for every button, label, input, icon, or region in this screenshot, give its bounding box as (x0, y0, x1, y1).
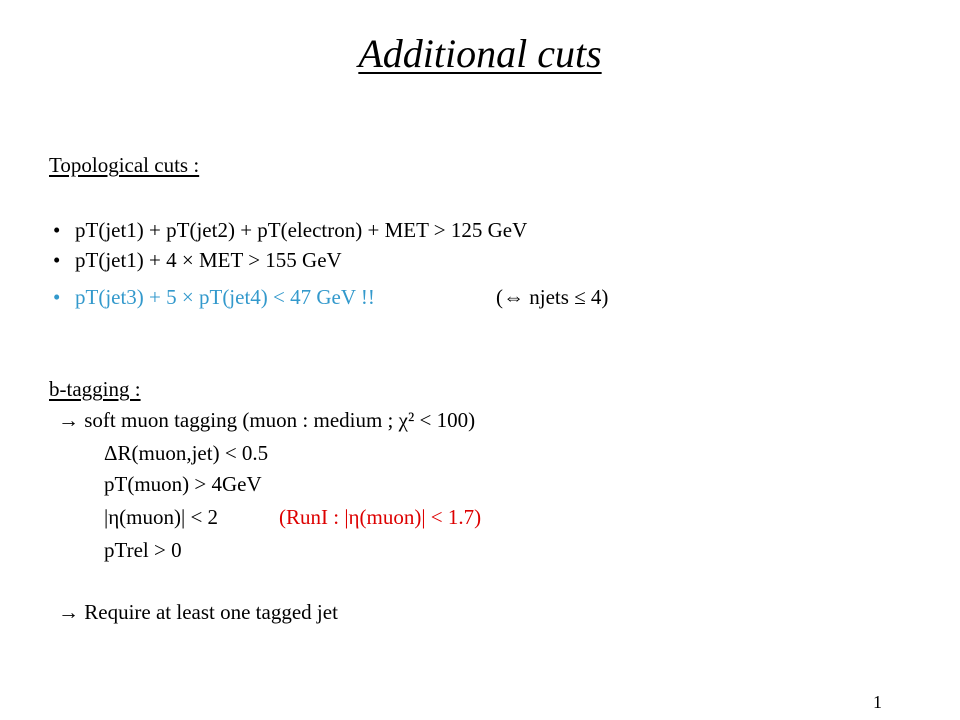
soft-muon-tagging-line (58, 406, 475, 434)
bullet-icon: • (53, 218, 61, 242)
slide-title (0, 26, 960, 82)
require-tagged-jet-line (58, 598, 338, 626)
soft-muon-tagging-text: soft muon tagging (muon : medium ; χ² < 100) (84, 408, 476, 432)
arrow-right-icon: → (58, 408, 79, 432)
slide-title-text: Additional cuts (358, 31, 602, 76)
topological-cut-2 (53, 246, 342, 274)
topological-cuts-heading: Topological cuts : (49, 153, 200, 177)
btagging-heading: b-tagging : (49, 377, 141, 401)
cut-2-text: pT(jet1) + 4 × MET > 155 GeV (75, 248, 342, 272)
cut-1-text: pT(jet1) + pT(jet2) + pT(electron) + MET > 125 GeV (75, 218, 528, 242)
pt-muon-cut: pT(muon) > 4GeV (104, 472, 262, 496)
ptrel-cut: pTrel > 0 (104, 538, 182, 562)
page-number: 1 (873, 692, 882, 712)
topological-cut-1 (53, 216, 527, 244)
cut-3-text: pT(jet3) + 5 × pT(jet4) < 47 GeV !! (75, 285, 375, 309)
arrow-right-icon: → (58, 600, 79, 624)
topological-cut-3 (53, 283, 375, 311)
cut-3-note: (⇔ njets ≤ 4) (496, 285, 609, 309)
eta-runI-note: (RunI : |η(muon)| < 1.7) (279, 505, 482, 529)
require-tagged-jet-text: Require at least one tagged jet (84, 600, 338, 624)
delta-r-cut: ΔR(muon,jet) < 0.5 (104, 441, 269, 465)
bullet-icon: • (53, 248, 61, 272)
bullet-icon: • (53, 285, 61, 309)
eta-muon-cut: |η(muon)| < 2 (104, 505, 219, 529)
